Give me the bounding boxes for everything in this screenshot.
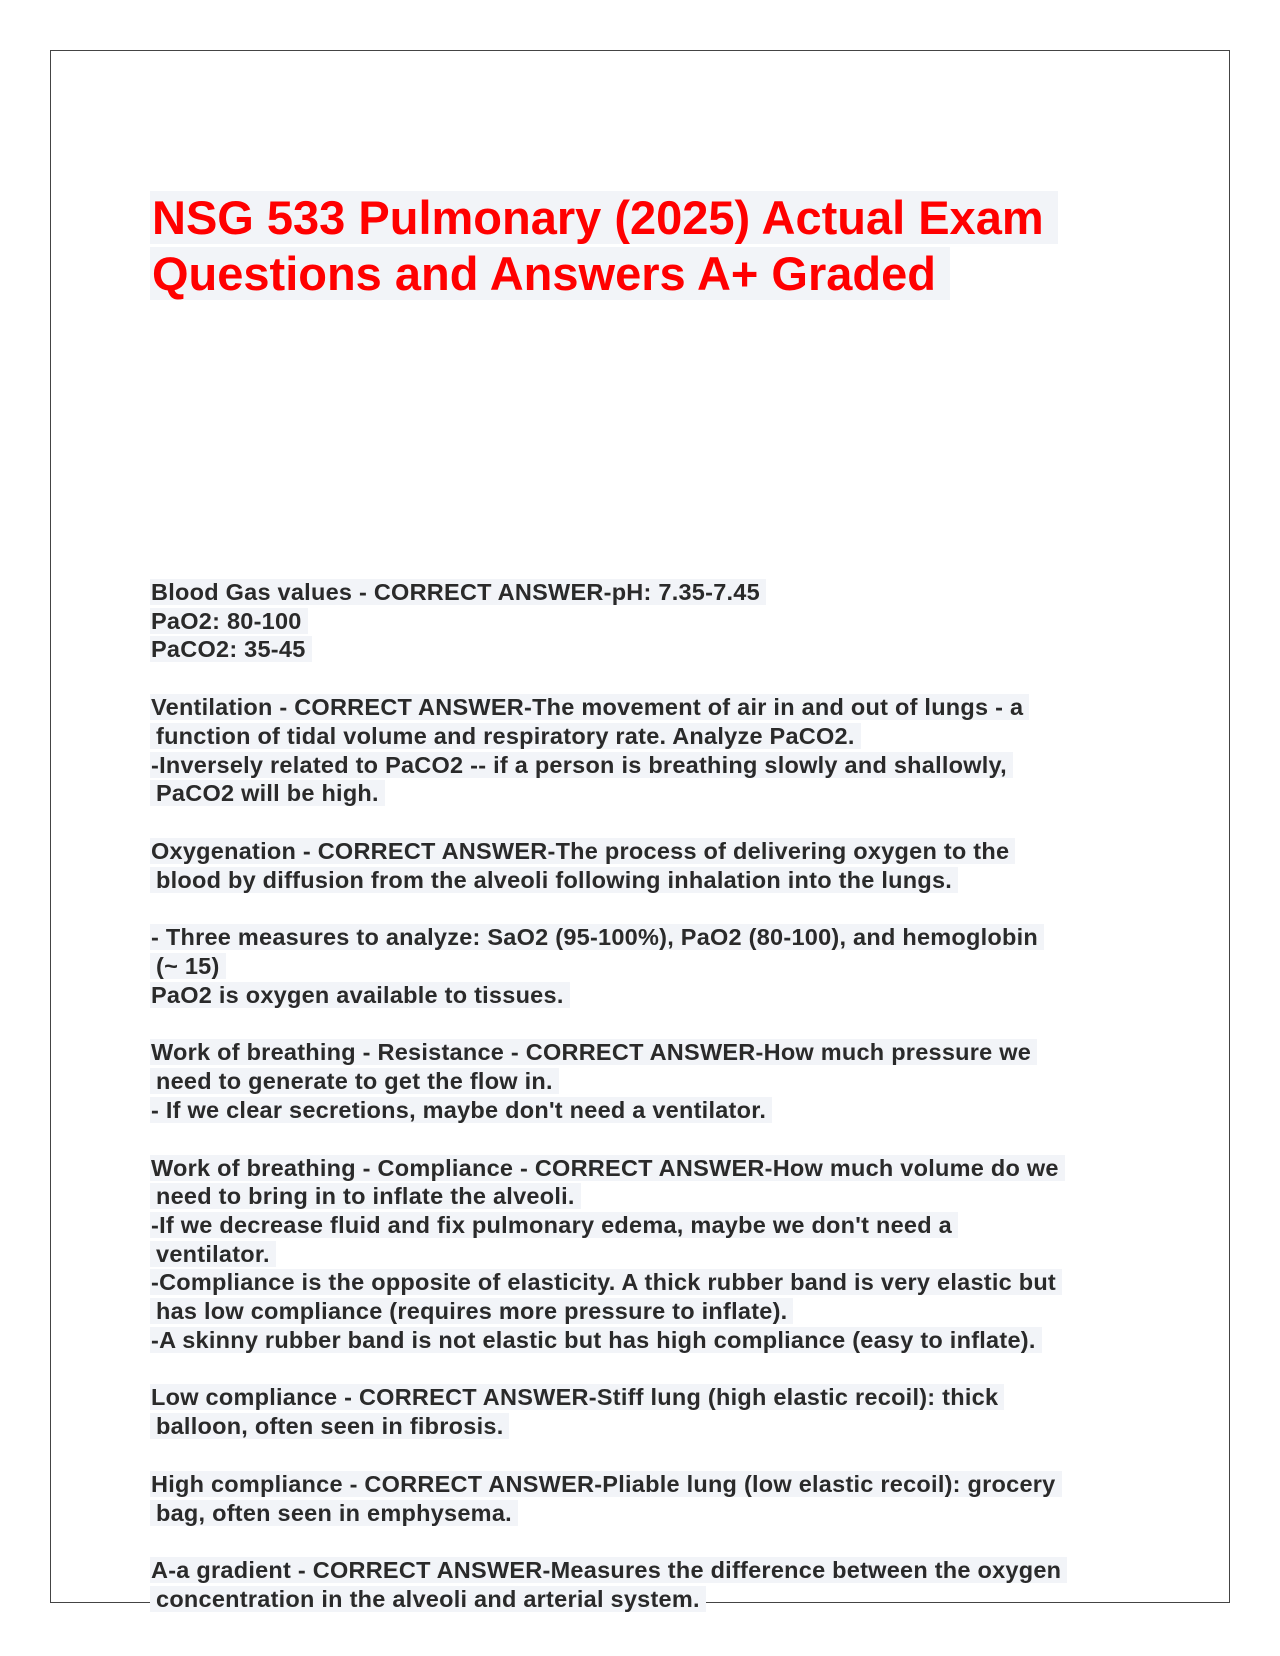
title-text: Questions and Answers A+ Graded <box>150 247 950 300</box>
text-line <box>150 1211 1160 1240</box>
text-line <box>150 722 1160 751</box>
line-text: High compliance - CORRECT ANSWER-Pliable lung (low elastic recoil): grocery <box>150 1471 1062 1497</box>
text-line <box>150 1096 1160 1125</box>
line-text: Blood Gas values - CORRECT ANSWER-pH: 7.35-7.45 <box>150 579 766 605</box>
line-text: PaCO2: 35-45 <box>150 636 312 662</box>
text-line <box>150 923 1160 952</box>
text-line <box>150 607 1160 636</box>
text-line <box>150 1154 1160 1183</box>
line-text: -If we decrease fluid and fix pulmonary edema, maybe we don't need a <box>150 1212 958 1238</box>
text-line <box>150 837 1160 866</box>
line-text: -Compliance is the opposite of elasticity. A thick rubber band is very elastic but <box>150 1269 1062 1295</box>
text-line <box>150 981 1160 1010</box>
text-line <box>150 779 1160 808</box>
text-line <box>150 578 1160 607</box>
text-line <box>150 635 1160 664</box>
line-text: - If we clear secretions, maybe don't need a ventilator. <box>150 1097 772 1123</box>
line-text: concentration in the alveoli and arterial system. <box>150 1586 706 1612</box>
qa-entry-three-measures <box>150 923 1160 1009</box>
line-text: Ventilation - CORRECT ANSWER-The movement of air in and out of lungs - a <box>150 694 1029 720</box>
line-text: blood by diffusion from the alveoli following inhalation into the lungs. <box>150 867 958 893</box>
text-line <box>150 952 1160 981</box>
text-line <box>150 1182 1160 1211</box>
text-line <box>150 693 1160 722</box>
line-text: PaCO2 will be high. <box>150 780 385 806</box>
line-text: need to generate to get the flow in. <box>150 1068 559 1094</box>
line-text: A-a gradient - CORRECT ANSWER-Measures the difference between the oxygen <box>150 1557 1067 1583</box>
line-text: Oxygenation - CORRECT ANSWER-The process of delivering oxygen to the <box>150 838 1015 864</box>
text-line <box>150 751 1160 780</box>
line-text: function of tidal volume and respiratory rate. Analyze PaCO2. <box>150 723 861 749</box>
line-text: PaO2 is oxygen available to tissues. <box>150 982 570 1008</box>
line-text: (~ 15) <box>150 953 226 979</box>
text-line <box>150 866 1160 895</box>
text-line <box>150 1383 1160 1412</box>
text-line <box>150 1412 1160 1441</box>
qa-entry-blood-gas <box>150 578 1160 664</box>
qa-entry-resistance <box>150 1038 1160 1124</box>
line-text: balloon, often seen in fibrosis. <box>150 1413 509 1439</box>
document-title <box>150 190 1150 302</box>
line-text: -A skinny rubber band is not elastic but has high compliance (easy to inflate). <box>150 1327 1042 1353</box>
qa-content <box>150 578 1160 1643</box>
text-line <box>150 1038 1160 1067</box>
line-text: Work of breathing - Compliance - CORRECT ANSWER-How much volume do we <box>150 1155 1065 1181</box>
line-text: Work of breathing - Resistance - CORRECT ANSWER-How much pressure we <box>150 1039 1037 1065</box>
text-line <box>150 1556 1160 1585</box>
text-line <box>150 1240 1160 1269</box>
text-line <box>150 1499 1160 1528</box>
qa-entry-low-compliance <box>150 1383 1160 1440</box>
qa-entry-oxygenation <box>150 837 1160 894</box>
qa-entry-aa-gradient <box>150 1556 1160 1613</box>
line-text: has low compliance (requires more pressure to inflate). <box>150 1298 793 1324</box>
qa-entry-ventilation <box>150 693 1160 808</box>
line-text: Low compliance - CORRECT ANSWER-Stiff lung (high elastic recoil): thick <box>150 1384 1004 1410</box>
line-text: ventilator. <box>150 1241 276 1267</box>
title-line <box>150 190 1150 246</box>
text-line <box>150 1067 1160 1096</box>
text-line <box>150 1326 1160 1355</box>
text-line <box>150 1297 1160 1326</box>
line-text: - Three measures to analyze: SaO2 (95-100%), PaO2 (80-100), and hemoglobin <box>150 924 1044 950</box>
title-text: NSG 533 Pulmonary (2025) Actual Exam <box>150 191 1058 244</box>
qa-entry-compliance <box>150 1154 1160 1355</box>
line-text: bag, often seen in emphysema. <box>150 1500 518 1526</box>
line-text: -Inversely related to PaCO2 -- if a person is breathing slowly and shallowly, <box>150 752 1013 778</box>
qa-entry-high-compliance <box>150 1470 1160 1527</box>
text-line <box>150 1585 1160 1614</box>
line-text: PaO2: 80-100 <box>150 608 308 634</box>
text-line <box>150 1268 1160 1297</box>
title-line <box>150 246 1150 302</box>
text-line <box>150 1470 1160 1499</box>
line-text: need to bring in to inflate the alveoli. <box>150 1183 581 1209</box>
